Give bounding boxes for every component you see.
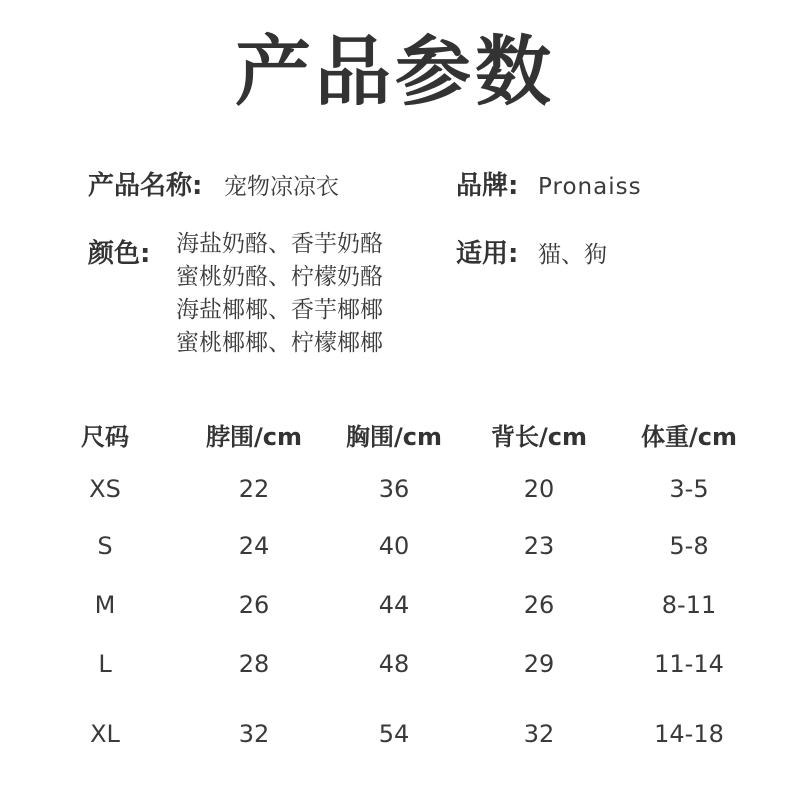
page-title: 产品参数	[235, 27, 555, 116]
table-cell-back: 26	[523, 591, 555, 619]
table-cell-weight: 3-5	[669, 475, 709, 503]
table-cell-size: S	[97, 532, 113, 560]
color-row	[88, 238, 150, 270]
brand-row	[456, 170, 642, 203]
table-header-chest: 胸围/cm	[346, 423, 442, 451]
table-cell-chest: 40	[378, 532, 410, 560]
table-cell-size: M	[94, 591, 116, 619]
table-header-back: 背长/cm	[491, 423, 587, 451]
color-list	[176, 228, 383, 360]
table-cell-weight: 11-14	[654, 650, 724, 678]
table-cell-size: XS	[89, 475, 121, 503]
table-cell-back: 23	[523, 532, 555, 560]
table-cell-neck: 28	[238, 650, 270, 678]
color-line: 蜜桃奶酪、柠檬奶酪	[176, 264, 383, 290]
table-cell-neck: 26	[238, 591, 270, 619]
table-header-size: 尺码	[81, 423, 129, 451]
table-cell-back: 32	[523, 720, 555, 748]
product-name-row	[88, 170, 339, 203]
table-cell-back: 29	[523, 650, 555, 678]
table-cell-chest: 48	[378, 650, 410, 678]
table-header-weight: 体重/cm	[641, 423, 737, 451]
product-name-value: 宠物凉凉衣	[224, 174, 340, 200]
color-label: 颜色:	[88, 239, 151, 269]
table-cell-neck: 24	[238, 532, 270, 560]
table-cell-chest: 44	[378, 591, 410, 619]
use-row	[456, 238, 607, 271]
use-value: 猫、狗	[538, 242, 608, 268]
table-cell-weight: 5-8	[669, 532, 709, 560]
table-cell-back: 20	[523, 475, 555, 503]
color-line: 海盐奶酪、香芋奶酪	[176, 231, 383, 257]
table-cell-size: L	[98, 650, 112, 678]
table-header-neck: 脖围/cm	[206, 423, 302, 451]
table-cell-neck: 22	[238, 475, 270, 503]
color-line: 海盐椰椰、香芋椰椰	[176, 297, 383, 323]
use-label: 适用:	[456, 239, 519, 269]
table-cell-weight: 8-11	[661, 591, 717, 619]
brand-label: 品牌:	[456, 171, 519, 201]
table-cell-chest: 36	[378, 475, 410, 503]
color-line: 蜜桃椰椰、柠檬椰椰	[176, 330, 383, 356]
table-cell-neck: 32	[238, 720, 270, 748]
brand-value: Pronaiss	[538, 174, 642, 200]
product-name-label: 产品名称:	[88, 171, 203, 201]
table-cell-weight: 14-18	[654, 720, 724, 748]
table-cell-chest: 54	[378, 720, 410, 748]
table-cell-size: XL	[90, 720, 120, 748]
